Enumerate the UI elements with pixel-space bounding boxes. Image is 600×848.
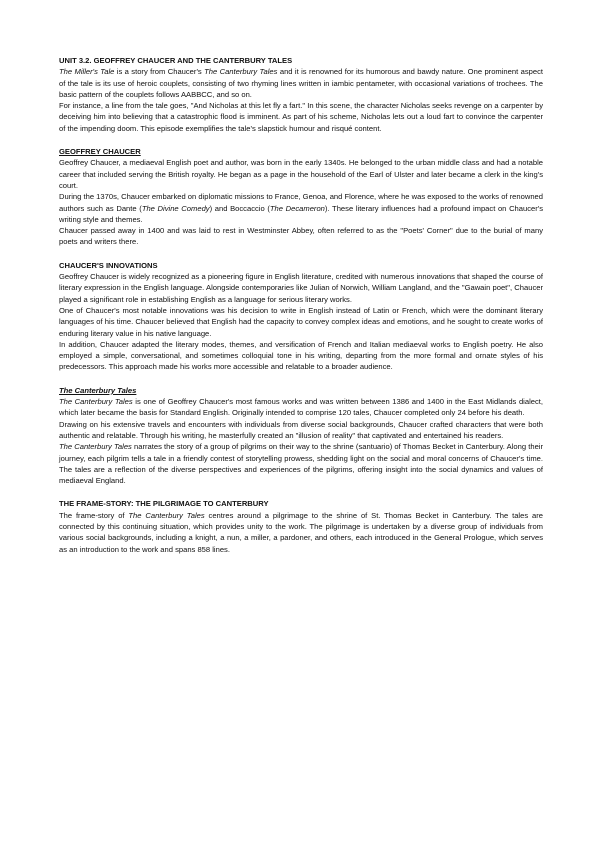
innovations-paragraph-1: Geoffrey Chaucer is widely recognized as a pioneering figure in English literature, credited with numerous innovations that shaped the course of literary expression in the English language. Alongside contemporaries like Julian of Norwich, William Langland, and the "Gawain poet", Chaucer played a significant role in establishing English as a language for serious literary works.: [59, 272, 543, 304]
frame-section: [59, 498, 543, 554]
unit-title: UNIT 3.2. GEOFFREY CHAUCER AND THE CANTERBURY TALES: [59, 56, 293, 65]
innovations-paragraph-2: One of Chaucer's most notable innovations was his decision to write in English instead of Latin or French, which were the dominant literary languages of his time. Chaucer believed that English had the capacity to convey complex ideas and emotions, and he sought to create works of enduring literary value in his native language.: [59, 305, 543, 338]
chaucer-paragraph-3: Chaucer passed away in 1400 and was laid to rest in Westminster Abbey, often referred to as the "Poets' Corner" due to the burial of many poets and writers there.: [59, 226, 543, 247]
text: The frame-story of: [59, 510, 129, 520]
title-millers-tale: The Miller's Tale: [59, 67, 115, 77]
text: and it is renowned for its humorous and bawdy nature. One prominent aspect of the tale is its use of heroic couplets, consisting of two rhyming lines written in iambic pentameter, with occasional variations of trochees. The basic pattern of the couplets follows AABBCC, and so on.: [59, 67, 543, 99]
document-page: [59, 55, 543, 567]
innovations-heading: CHAUCER'S INNOVATIONS: [59, 260, 158, 270]
title-canterbury-tales: The Canterbury Tales: [59, 397, 133, 407]
tales-paragraph-1: [59, 396, 543, 419]
text: is a story from Chaucer's: [114, 67, 205, 77]
unit-paragraph-1: [59, 66, 543, 100]
unit-paragraph-2: For instance, a line from the tale goes, "And Nicholas at this let fly a fart." In this scene, the character Nicholas seeks revenge on a carpenter by deceiving him into believing that a catastrophic flood is imminent. As part of his scheme, Nicholas lets out a loud fart to convince the carpenter of the impending doom. This episode exemplifies the tale's slapstick humour and risqué content.: [59, 101, 543, 133]
text: is one of Geoffrey Chaucer's most famous works and was written between 1386 and 1400 in the East Midlands dialect, which later became the basis for Standard English. Originally intended to comprise 120 tales, Chaucer completed only 24 before his death.: [59, 397, 543, 418]
text: narrates the story of a group of pilgrims on their way to the shrine (santuario) of Thomas Becket in Canterbury. Along their journey, each pilgrim tells a tale in a friendly contest of storytelling prowess, shedding light on the social and moral concerns of Chaucer's time. The tales are a reflection of the diverse perspectives and experiences of the pilgrims, offering insight into the social dynamics and values of mediaeval England.: [59, 442, 544, 486]
tales-paragraph-2: Drawing on his extensive travels and encounters with individuals from diverse social backgrounds, Chaucer crafted characters that were both authentic and relatable. Through his writing, he masterfully created an "illusion of reality" that captivated and entertained his readers.: [59, 419, 543, 440]
title-canterbury-tales: The Canterbury Tales: [204, 67, 278, 77]
tales-paragraph-3: [59, 441, 543, 486]
text: centres around a pilgrimage to the shrine of St. Thomas Becket in Canterbury. The tales are connected by this continuing situation, which provides unity to the work. The pilgrimage is undertaken by a diverse group of individuals from various social backgrounds, including a knight, a nun, a miller, a pardoner, and others, each introduced in the General Prologue, which serves as an introduction to the work and spans 858 lines.: [59, 510, 543, 554]
frame-heading: THE FRAME-STORY: THE PILGRIMAGE TO CANTERBURY: [59, 499, 269, 509]
frame-paragraph-1: [59, 510, 543, 555]
unit-section: [59, 55, 543, 134]
chaucer-heading: GEOFFREY CHAUCER: [59, 147, 141, 157]
innovations-section: [59, 260, 543, 373]
title-divine-comedy: The Divine Comedy: [141, 203, 210, 213]
title-canterbury-tales: The Canterbury Tales: [128, 510, 205, 520]
innovations-paragraph-3: In addition, Chaucer adapted the literary modes, themes, and versification of French and Italian mediaeval works to English poetry. He also employed a simple, conversational, and sometimes colloquial tone in his writing, departing from the more formal and ornate styles of his predecessors. This approach made his works more accessible and relatable to a broader audience.: [59, 339, 543, 372]
text: ). These literary influences had a profound impact on Chaucer's writing style and themes.: [59, 203, 544, 224]
tales-heading: The Canterbury Tales: [59, 385, 137, 395]
title-canterbury-tales: The Canterbury Tales: [59, 442, 132, 452]
tales-section: [59, 385, 543, 487]
chaucer-paragraph-1: Geoffrey Chaucer, a mediaeval English poet and author, was born in the early 1340s. He belonged to the urban middle class and had a notable career that included serving the British royalty. He began as a page in the household of the Earl of Ulster and later became a clerk in the king's court.: [59, 158, 543, 190]
chaucer-paragraph-2: [59, 191, 543, 225]
title-decameron: The Decameron: [269, 203, 325, 213]
text: During the 1370s, Chaucer embarked on diplomatic missions to France, Genoa, and Florence, where he was exposed to the works of renowned authors such as Dante (: [59, 192, 543, 213]
chaucer-section: [59, 146, 543, 248]
text: ) and Boccaccio (: [209, 203, 270, 213]
